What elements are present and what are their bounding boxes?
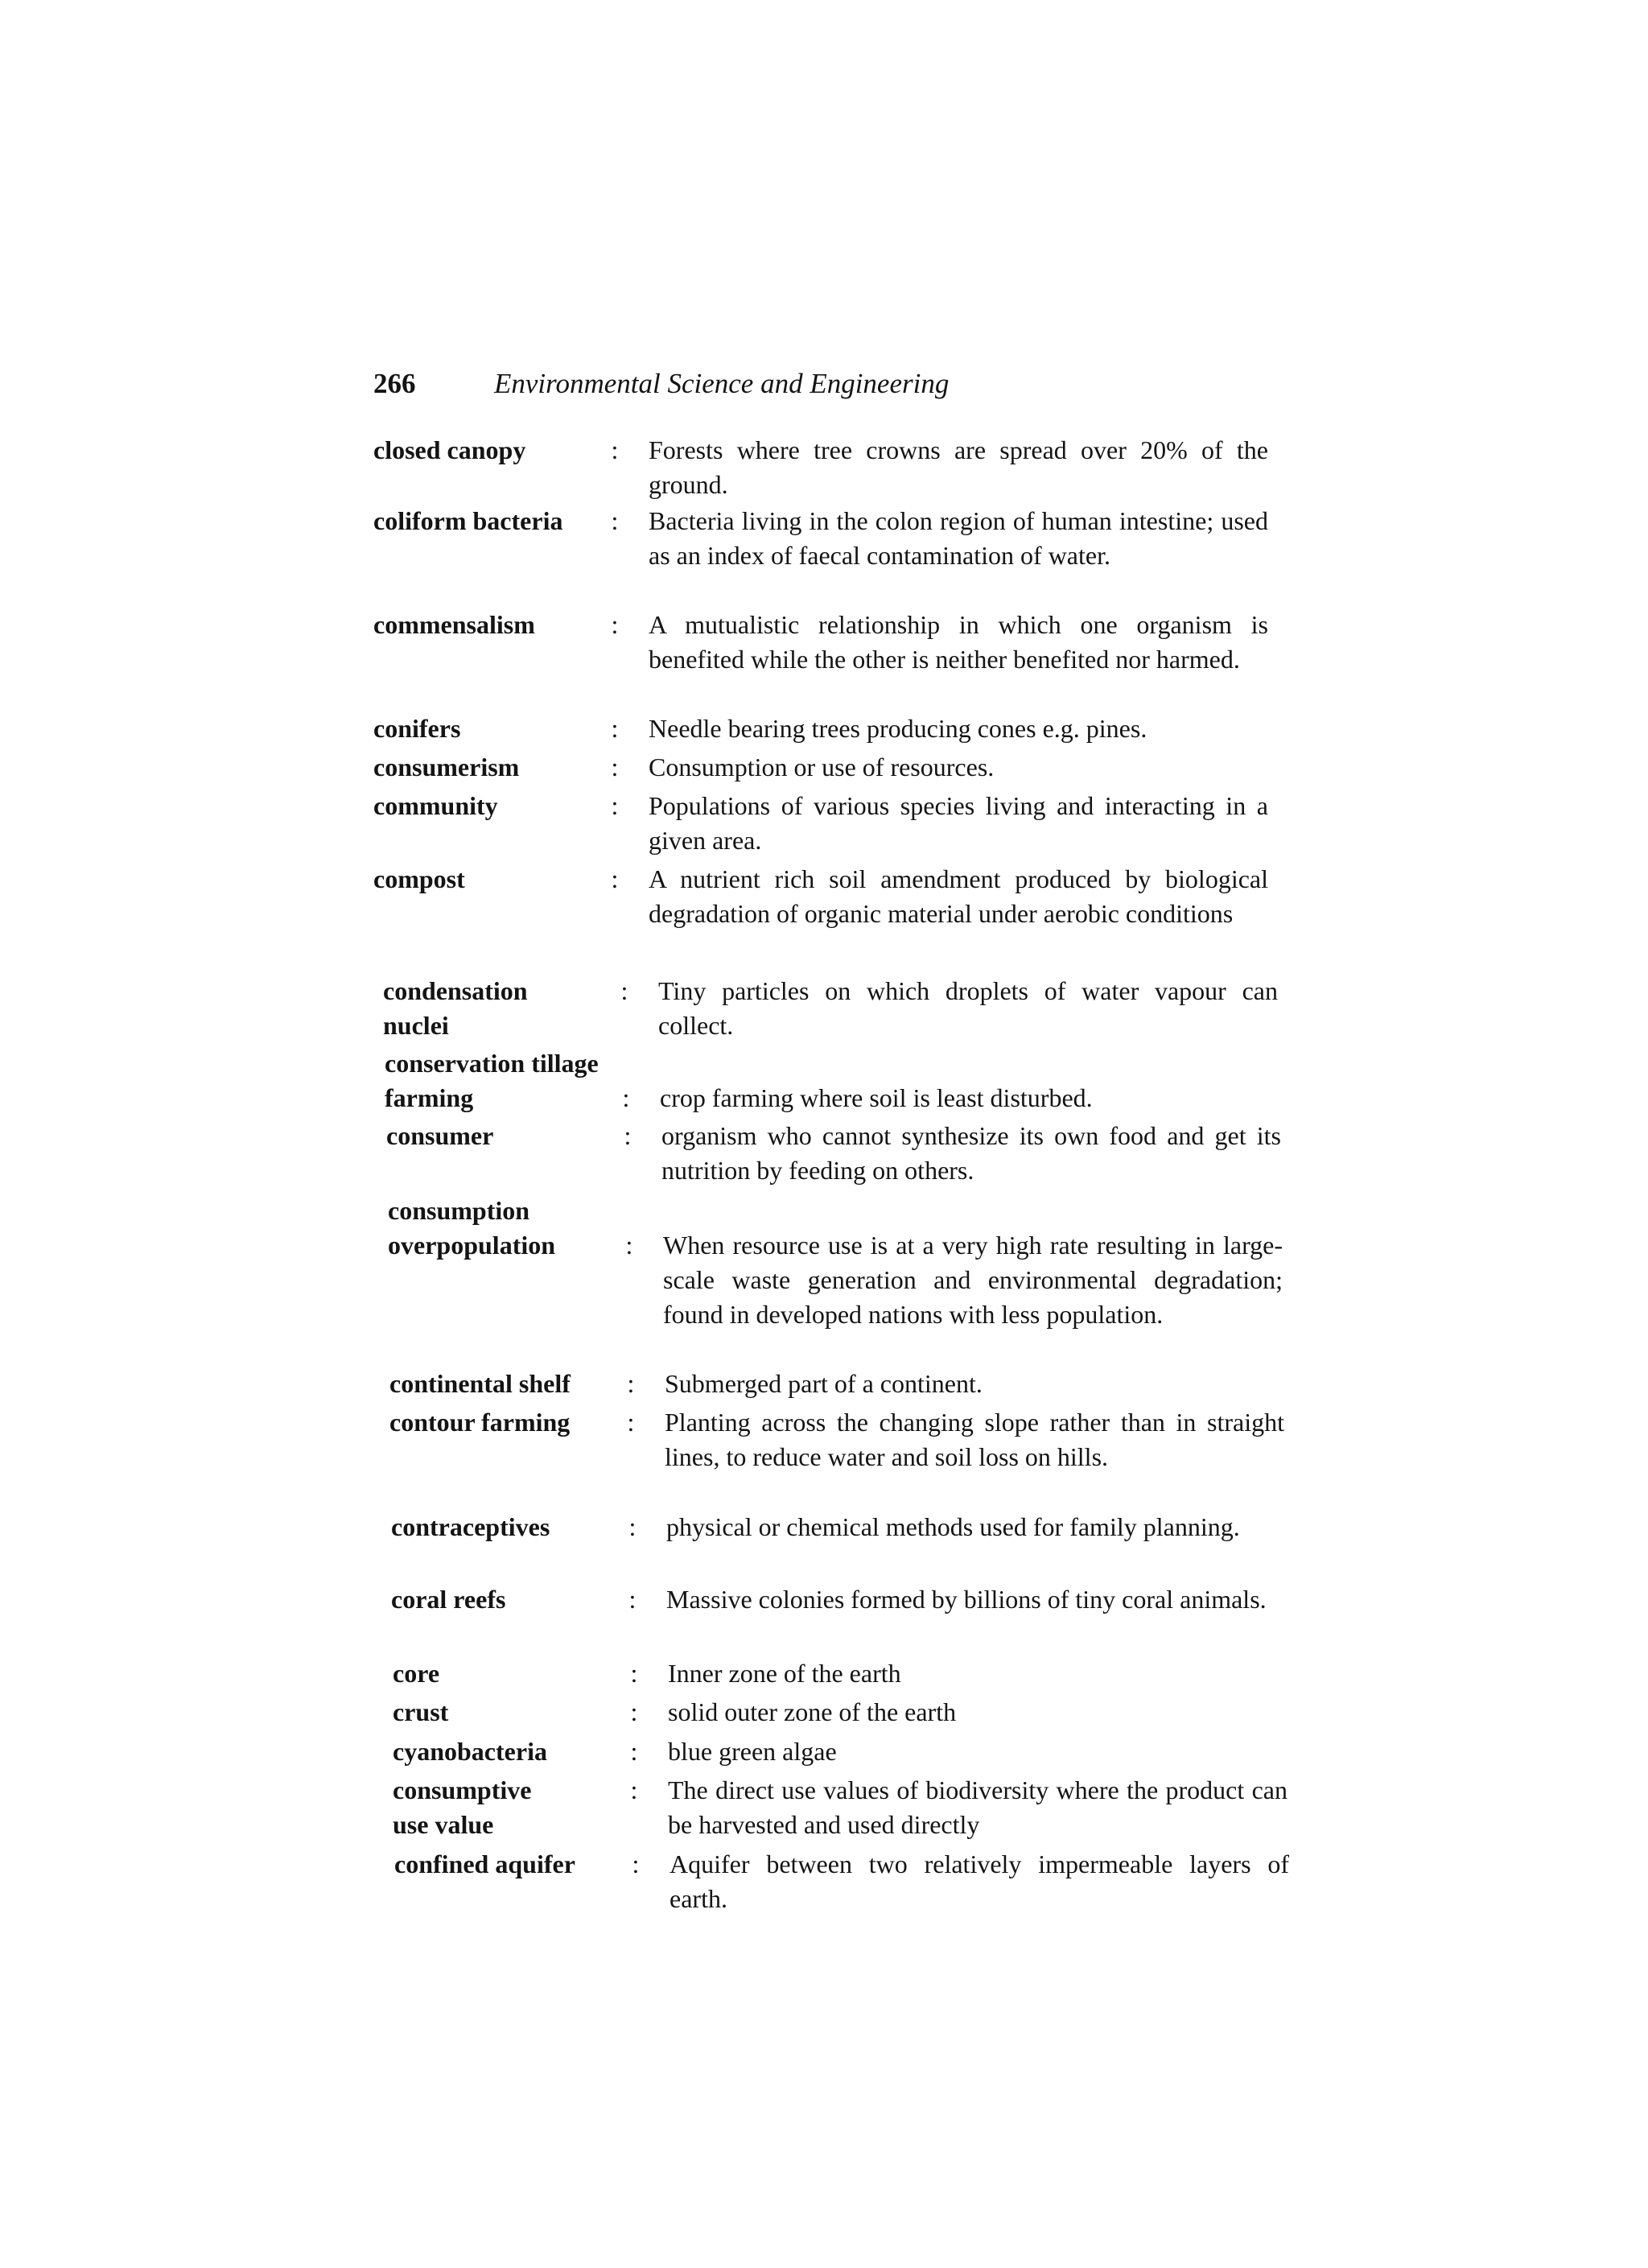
glossary-colon: : [628, 1585, 637, 1614]
glossary-term: community [373, 791, 498, 820]
glossary-term: conservation tillage farming [385, 1049, 599, 1112]
glossary-term: contraceptives [391, 1512, 550, 1541]
glossary-colon: : [630, 1659, 638, 1688]
glossary-definition: The direct use values of biodiversity where the product can be harvested and used directly [668, 1775, 1288, 1839]
glossary-definition: Forests where tree crowns are spread over 20% of the ground. [649, 435, 1268, 499]
glossary-term: conifers [373, 714, 461, 743]
glossary-definition: Tiny particles on which droplets of water vapour can collect. [658, 976, 1278, 1040]
glossary-colon: : [632, 1849, 640, 1878]
glossary-term: consumption overpopulation [388, 1196, 556, 1260]
glossary-term: coliform bacteria [373, 506, 563, 535]
glossary-definition: crop farming where soil is least disturbed. [660, 1083, 1093, 1112]
glossary-colon: : [628, 1512, 637, 1541]
glossary-colon: : [611, 435, 619, 464]
glossary-colon: : [625, 1231, 633, 1260]
glossary-term: consumerism [373, 753, 520, 781]
page-number: 266 [373, 368, 416, 399]
glossary-colon: : [630, 1775, 638, 1804]
glossary-term: consumptive use value [393, 1775, 532, 1839]
glossary-definition: physical or chemical methods used for family planning. [666, 1512, 1240, 1541]
glossary-colon: : [624, 1121, 632, 1150]
glossary-term: cyanobacteria [393, 1737, 547, 1766]
glossary-definition: Bacteria living in the colon region of human intestine; used as an index of faecal contamination of water. [649, 506, 1268, 570]
glossary-colon: : [630, 1737, 638, 1766]
glossary-definition: Needle bearing trees producing cones e.g. pines. [649, 714, 1147, 743]
glossary-term: contour farming [389, 1408, 571, 1437]
glossary-colon: : [611, 864, 619, 893]
glossary-definition: A mutualistic relationship in which one organism is benefited while the other is neither benefited nor harmed. [649, 610, 1268, 674]
glossary-colon: : [630, 1697, 638, 1726]
glossary-colon: : [627, 1408, 635, 1437]
glossary-colon: : [627, 1369, 635, 1398]
glossary-definition: Massive colonies formed by billions of tiny coral animals. [666, 1585, 1267, 1614]
glossary-term: crust [393, 1697, 449, 1726]
glossary-definition: Submerged part of a continent. [665, 1369, 983, 1398]
glossary-term: confined aquifer [394, 1849, 575, 1878]
glossary-definition: Inner zone of the earth [668, 1659, 901, 1688]
glossary-definition: Populations of various species living and interacting in a given area. [649, 791, 1268, 855]
glossary-definition: blue green algae [668, 1737, 837, 1766]
glossary-term: consumer [386, 1121, 494, 1150]
glossary-colon: : [611, 506, 619, 535]
glossary-colon: : [620, 976, 628, 1005]
glossary-term: commensalism [373, 610, 535, 639]
glossary-colon: : [622, 1083, 630, 1112]
glossary-colon: : [611, 610, 619, 639]
glossary-term: compost [373, 864, 465, 893]
glossary-term: core [393, 1659, 440, 1688]
glossary-definition: Aquifer between two relatively impermeable layers of earth. [670, 1849, 1289, 1913]
glossary-colon: : [611, 714, 619, 743]
glossary-definition: organism who cannot synthesize its own food and get its nutrition by feeding on others. [661, 1121, 1281, 1185]
glossary-term: coral reefs [391, 1585, 506, 1614]
glossary-definition: When resource use is at a very high rate resulting in large-scale waste generation and environmental degradation; found in developed nations with less population. [663, 1231, 1283, 1329]
page-header [373, 364, 949, 404]
glossary-definition: Planting across the changing slope rather than in straight lines, to reduce water and soil loss on hills. [665, 1408, 1284, 1471]
glossary-definition: solid outer zone of the earth [668, 1697, 957, 1726]
glossary-definition: Consumption or use of resources. [649, 753, 995, 781]
glossary-term: closed canopy [373, 435, 526, 464]
glossary-term: condensation nuclei [383, 976, 528, 1040]
glossary-definition: A nutrient rich soil amendment produced by biological degradation of organic material under aerobic conditions [649, 864, 1268, 928]
glossary-colon: : [611, 753, 619, 781]
running-title: Environmental Science and Engineering [494, 368, 950, 399]
glossary-term: continental shelf [389, 1369, 571, 1398]
glossary-colon: : [611, 791, 619, 820]
